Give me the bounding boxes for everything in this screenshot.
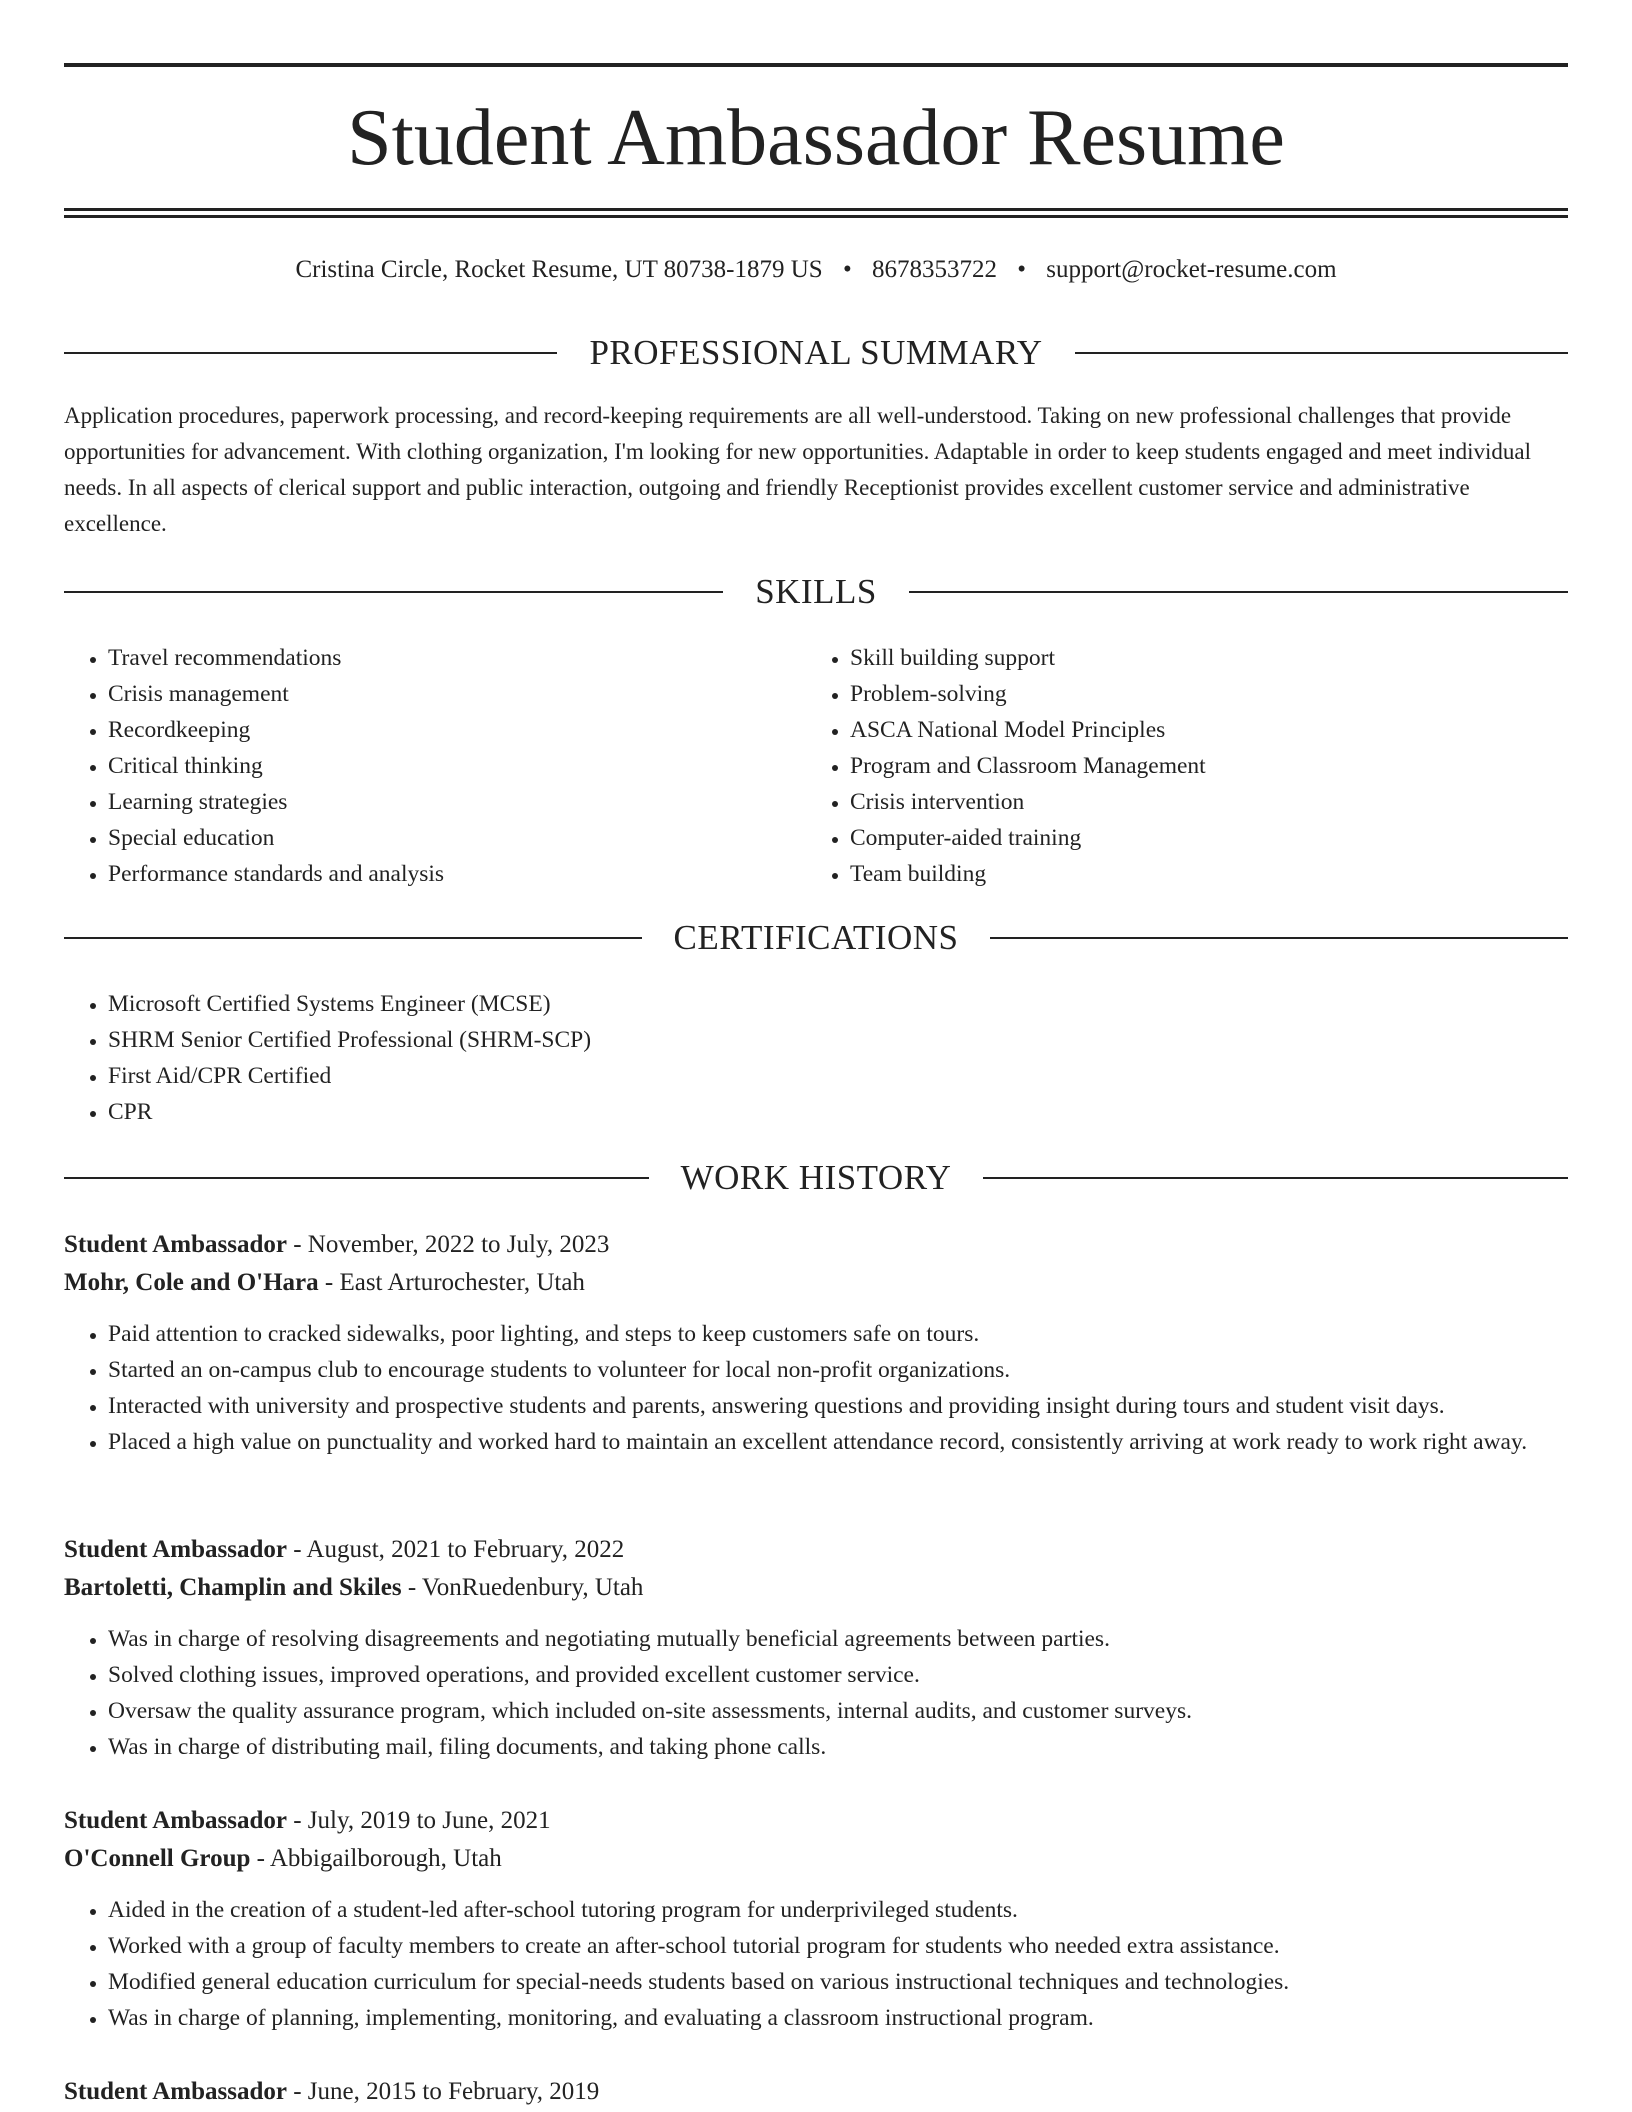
job-location: - East Arturochester, Utah bbox=[318, 1269, 585, 1296]
job-bullet: • Modified general education curriculum for special-needs students based on various instructional techniques and technologies. bbox=[108, 1964, 1568, 2000]
skill-item: • Skill building support bbox=[850, 640, 1506, 676]
job-bullet: • Aided in the creation of a student-led after-school tutoring program for underprivileged students. bbox=[108, 1892, 1568, 1928]
job-company: Mohr, Cole and O'Hara bbox=[64, 1269, 319, 1296]
job-bullet: • Placed a high value on punctuality and worked hard to maintain an excellent attendance record, consistently arriving at work ready to work right away. bbox=[108, 1424, 1568, 1460]
job-location: - VonRuedenbury, Utah bbox=[401, 1574, 644, 1601]
section-title-summary: PROFESSIONAL SUMMARY bbox=[589, 333, 1043, 372]
summary-text: Application procedures, paperwork processing, and record-keeping requirements are all well-understood. Taking on new professional challenges that provide opportunities for advancement. With clothing organization, I'm looking for new opportunities. Adaptable in order to keep students engaged and meet individual needs. In all aspects of clerical support and public interaction, outgoing and friendly Receptionist provides excellent customer service and administrative excellence. bbox=[64, 403, 1531, 536]
section-header-summary bbox=[64, 331, 1568, 375]
skill-item: • Recordkeeping bbox=[108, 712, 764, 748]
skills-column-left bbox=[64, 640, 764, 892]
job-company: O'Connell Group bbox=[64, 1845, 251, 1872]
section-rule bbox=[64, 1177, 649, 1179]
job-bullet: • Started an on-campus club to encourage students to volunteer for local non-profit organizations. bbox=[108, 1352, 1568, 1388]
job-entry bbox=[64, 1226, 1568, 1460]
section-title-skills: SKILLS bbox=[755, 572, 877, 611]
skill-item: • Computer-aided training bbox=[850, 820, 1506, 856]
section-rule bbox=[909, 591, 1568, 593]
contact-email: support@rocket-resume.com bbox=[1046, 256, 1337, 283]
job-entry bbox=[64, 1802, 1568, 2036]
section-rule bbox=[990, 937, 1568, 939]
job-title-line bbox=[64, 1802, 1568, 1840]
skill-item: • Crisis intervention bbox=[850, 784, 1506, 820]
certification-item: • SHRM Senior Certified Professional (SHRM-SCP) bbox=[108, 1022, 1568, 1058]
job-company-line bbox=[64, 1840, 1568, 1878]
skill-item: • Travel recommendations bbox=[108, 640, 764, 676]
job-bullet: • Interacted with university and prospective students and parents, answering questions and providing insight during tours and student visit days. bbox=[108, 1388, 1568, 1424]
job-title-line bbox=[64, 1226, 1568, 1264]
skill-item: • Problem-solving bbox=[850, 676, 1506, 712]
job-entry bbox=[64, 1531, 1568, 1765]
job-title-line bbox=[64, 1531, 1568, 1569]
title-double-rule-bottom bbox=[64, 215, 1568, 218]
job-bullet: • Solved clothing issues, improved operations, and provided excellent customer service. bbox=[108, 1657, 1568, 1693]
section-header-work-history bbox=[64, 1156, 1568, 1200]
resume-title: Student Ambassador Resume bbox=[347, 94, 1285, 182]
job-title: Student Ambassador bbox=[64, 1807, 287, 1834]
section-header-certifications bbox=[64, 916, 1568, 960]
certification-item: • First Aid/CPR Certified bbox=[108, 1058, 1568, 1094]
job-dates: - July, 2019 to June, 2021 bbox=[286, 1807, 551, 1834]
skill-item: • ASCA National Model Principles bbox=[850, 712, 1506, 748]
contact-separator: • bbox=[842, 256, 852, 283]
skill-item: • Learning strategies bbox=[108, 784, 764, 820]
job-bullet: • Was in charge of distributing mail, filing documents, and taking phone calls. bbox=[108, 1729, 1568, 1765]
job-bullet: • Worked with a group of faculty members to create an after-school tutorial program for students who needed extra assistance. bbox=[108, 1928, 1568, 1964]
certification-item: • Microsoft Certified Systems Engineer (MCSE) bbox=[108, 986, 1568, 1022]
section-title-work-history: WORK HISTORY bbox=[680, 1158, 952, 1197]
contact-phone: 8678353722 bbox=[871, 256, 997, 283]
job-company-line bbox=[64, 1264, 1568, 1302]
job-company: Bartoletti, Champlin and Skiles bbox=[64, 1574, 402, 1601]
job-company-line bbox=[64, 1569, 1568, 1607]
contact-address: Cristina Circle, Rocket Resume, UT 80738-1879 US bbox=[295, 256, 823, 283]
top-rule bbox=[64, 63, 1568, 67]
section-header-skills bbox=[64, 570, 1568, 614]
certification-item: • CPR bbox=[108, 1094, 1568, 1130]
job-title: Student Ambassador bbox=[64, 1231, 287, 1258]
job-bullet: • Oversaw the quality assurance program, which included on-site assessments, internal audits, and customer surveys. bbox=[108, 1693, 1568, 1729]
job-bullet: • Was in charge of resolving disagreements and negotiating mutually beneficial agreements between parties. bbox=[108, 1621, 1568, 1657]
skill-item: • Performance standards and analysis bbox=[108, 856, 764, 892]
title-double-rule-top bbox=[64, 208, 1568, 211]
job-dates: - August, 2021 to February, 2022 bbox=[286, 1536, 625, 1563]
job-title: Student Ambassador bbox=[64, 1536, 287, 1563]
section-rule bbox=[64, 591, 723, 593]
certifications-list bbox=[64, 986, 1568, 1130]
skill-item: • Program and Classroom Management bbox=[850, 748, 1506, 784]
job-dates: - November, 2022 to July, 2023 bbox=[286, 1231, 610, 1258]
section-rule bbox=[983, 1177, 1568, 1179]
section-rule bbox=[64, 937, 642, 939]
skill-item: • Critical thinking bbox=[108, 748, 764, 784]
contact-separator: • bbox=[1017, 256, 1026, 283]
job-title: Student Ambassador bbox=[64, 2078, 287, 2105]
job-location: - Abbigailborough, Utah bbox=[250, 1845, 502, 1872]
job-bullet: • Was in charge of planning, implementing, monitoring, and evaluating a classroom instructional program. bbox=[108, 2000, 1568, 2036]
skills-column-right bbox=[806, 640, 1506, 892]
job-title-line bbox=[64, 2073, 1568, 2111]
section-rule bbox=[1075, 352, 1568, 354]
section-title-certifications: CERTIFICATIONS bbox=[673, 918, 959, 957]
job-dates: - June, 2015 to February, 2019 bbox=[286, 2078, 600, 2105]
skill-item: • Team building bbox=[850, 856, 1506, 892]
skill-item: • Special education bbox=[108, 820, 764, 856]
job-bullet: • Paid attention to cracked sidewalks, poor lighting, and steps to keep customers safe on tours. bbox=[108, 1316, 1568, 1352]
section-rule bbox=[64, 352, 557, 354]
contact-line bbox=[64, 254, 1568, 286]
skill-item: • Crisis management bbox=[108, 676, 764, 712]
job-entry bbox=[64, 2073, 1568, 2111]
